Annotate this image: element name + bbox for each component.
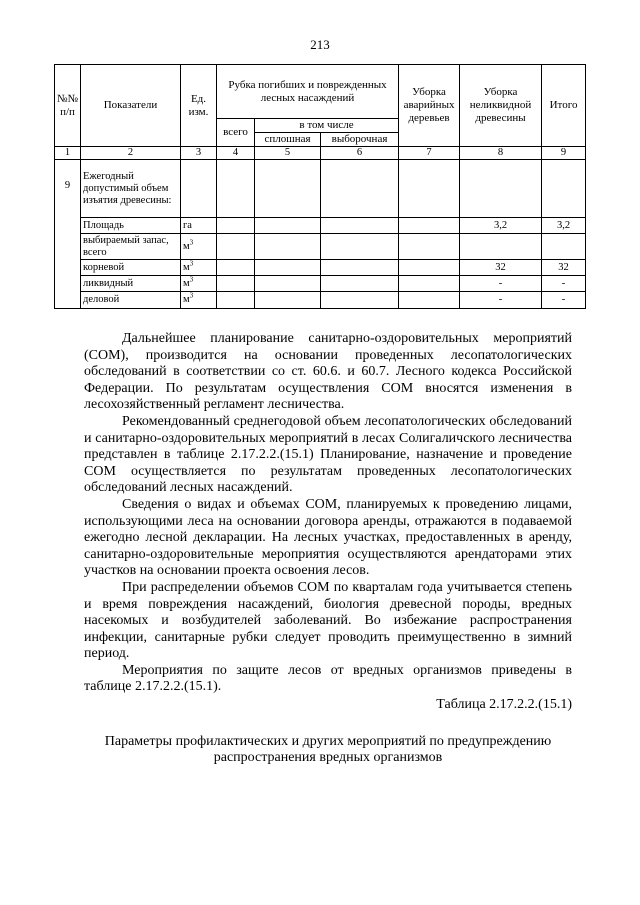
col-number: 6: [321, 147, 399, 160]
header-selective: выборочная: [321, 133, 399, 147]
table-row: [55, 218, 586, 234]
col-number: 3: [181, 147, 217, 160]
col-number: 1: [55, 147, 81, 160]
header-felling: Рубка погибших и поврежденных лесных насаждений: [217, 65, 399, 119]
header-clear: сплошная: [255, 133, 321, 147]
page-number: 213: [310, 37, 330, 52]
cell-clear: [255, 276, 321, 292]
row-label: выбираемый запас, всего: [81, 234, 181, 260]
cell-emergency: [399, 260, 460, 276]
row-unit: $м^3$: [181, 234, 217, 260]
header-num: №№ п/п: [55, 65, 81, 147]
row-label: Площадь: [81, 218, 181, 234]
cell-selective: [321, 218, 399, 234]
table-row: [55, 276, 586, 292]
paragraph: Мероприятия по защите лесов от вредных организмов приведены в таблице 2.17.2.2.(15.1).: [84, 662, 572, 695]
section-number: 9: [55, 160, 81, 309]
paragraph: Дальнейшее планирование санитарно-оздоровительных мероприятий (СОМ), производится на основании проведенных лесопатологических обследований в соответствии со ст. 60.6. и 60.7. Лесного кодекса Российской Федерации. По результатам осуществления СОМ вносятся изменения в лесохозяйственный регламент лесничества.: [84, 331, 572, 413]
cell-sum: -: [542, 292, 586, 309]
col-number: 2: [81, 147, 181, 160]
paragraph: При распределении объемов СОМ по кварталам года учитывается степень и время повреждения насаждений, биология древесной породы, вредных насекомых и возбудителей заболеваний. Во избежание распространения инфекции, санитарные рубки следует проводить преимущественно в зимний период.: [84, 579, 572, 662]
cell-illiquid: 32: [460, 260, 542, 276]
cell-illiquid: 3,2: [460, 218, 542, 234]
cell-selective: [321, 292, 399, 309]
cell-total: [217, 218, 255, 234]
col-number: 8: [460, 147, 542, 160]
row-label: корневой: [81, 260, 181, 276]
cell-total: [217, 276, 255, 292]
cell-sum: 3,2: [542, 218, 586, 234]
col-number: 9: [542, 147, 586, 160]
section-row: [55, 160, 586, 218]
cell-illiquid: -: [460, 276, 542, 292]
paragraph: Сведения о видах и объемах СОМ, планируемых к проведению лицами, использующими леса на основании договора аренды, отражаются в подаваемой ежегодно лесной декларации. На лесных участках, предоставленных в аренду, санитарно-оздоровительные мероприятия осуществляются арендаторами этих участков на основании проекта освоения лесов.: [84, 496, 572, 579]
header-total: всего: [217, 119, 255, 147]
table-row: [55, 292, 586, 309]
body-text: [84, 331, 572, 767]
col-number: 5: [255, 147, 321, 160]
row-label: деловой: [81, 292, 181, 309]
cell-clear: [255, 292, 321, 309]
row-unit: $м^3$: [181, 292, 217, 309]
cell-clear: [255, 260, 321, 276]
cell-emergency: [399, 234, 460, 260]
header-including: в том числе: [255, 119, 399, 133]
cell-total: [217, 292, 255, 309]
cell-sum: [542, 234, 586, 260]
cell-total: [217, 260, 255, 276]
row-unit: га: [181, 218, 217, 234]
col-number: 4: [217, 147, 255, 160]
cell-sum: -: [542, 276, 586, 292]
cell-sum: 32: [542, 260, 586, 276]
cell-clear: [255, 234, 321, 260]
table-row: [55, 260, 586, 276]
header-indicators: Показатели: [81, 65, 181, 147]
cell-selective: [321, 234, 399, 260]
cell-selective: [321, 260, 399, 276]
header-sum: Итого: [542, 65, 586, 147]
table-reference: Таблица 2.17.2.2.(15.1): [436, 697, 572, 713]
row-label: ликвидный: [81, 276, 181, 292]
section-label: Ежегодный допустимый объем изъятия древесины:: [81, 160, 181, 218]
cell-illiquid: [460, 234, 542, 260]
cell-emergency: [399, 292, 460, 309]
paragraph: Рекомендованный среднегодовой объем лесопатологических обследований и санитарно-оздоровительных мероприятий в лесах Солигаличского лесничества представлен в таблице 2.17.2.2.(15.1) Планирование, назначение и проведение СОМ осуществляется по результатам проведенных лесопатологических обследований лесных насаждений.: [84, 413, 572, 496]
table-row: [55, 234, 586, 260]
header-illiquid: Уборка неликвидной древесины: [460, 65, 542, 147]
row-unit: $м^3$: [181, 260, 217, 276]
cell-clear: [255, 218, 321, 234]
cell-total: [217, 234, 255, 260]
felling-volume-table: [54, 64, 586, 309]
header-unit: Ед. изм.: [181, 65, 217, 147]
cell-emergency: [399, 218, 460, 234]
cell-emergency: [399, 276, 460, 292]
cell-selective: [321, 276, 399, 292]
cell-illiquid: -: [460, 292, 542, 309]
row-unit: $м^3$: [181, 276, 217, 292]
col-number: 7: [399, 147, 460, 160]
column-numbers-row: [55, 147, 586, 160]
table-caption: Параметры профилактических и других мероприятий по предупреждению распространения вредных организмов: [104, 733, 552, 766]
header-emergency: Уборка аварийных деревьев: [399, 65, 460, 147]
